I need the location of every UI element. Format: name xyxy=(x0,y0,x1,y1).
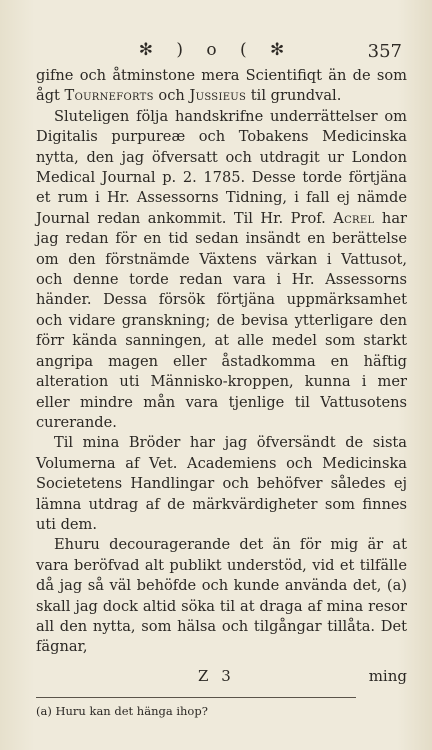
catchword: ming xyxy=(368,667,407,685)
text-run: har jag redan för en tid sedan insändt en berättelse om den förstnämde Växtens värkan i Vattusot, och denne torde redan vara i Hr. Assessorns händer. Dessa försök förtjäna uppmärksamhet och vidare granskning; de bevisa ytterligare den förr kända sanningen, at alle medel som starkt angripa magen eller åstadkomma en häftig alteration uti Människo-kroppen, kunna i mer eller mindre mån vara tjenlige til Vattusotens curerande. xyxy=(36,209,408,431)
paragraph-p4 xyxy=(36,535,407,657)
page-header xyxy=(0,40,432,66)
signature-row xyxy=(36,667,407,689)
body-text xyxy=(36,66,407,658)
text-run: Sluteligen följa handskrifne underrättelser om Digitalis purpureæ och Tobakens Medicinska nytta, den jag öfversatt och utdragit ur London Medical Journal p. 2. 1785. Desse torde förtjäna et rum i Hr. Assessorns Tidning, i fall ej nämde Journal redan ankommit. Til Hr. Prof. xyxy=(36,107,407,227)
text-run: til grundval. xyxy=(246,87,342,105)
proper-name: Tourneforts xyxy=(64,87,154,105)
text-run: gifne och åtminstone mera Scientifiqt än de som ågt xyxy=(36,67,407,105)
footnote-rule xyxy=(36,697,356,698)
header-ornament: ✻ ) o ( ✻ xyxy=(138,40,294,60)
paragraph-p1 xyxy=(36,66,407,107)
proper-name: Jussieus xyxy=(189,87,247,105)
paragraph-p3 xyxy=(36,433,407,535)
signature-mark: Z 3 xyxy=(198,667,235,685)
paragraph-p2 xyxy=(36,107,407,434)
page-number: 357 xyxy=(367,41,402,62)
text-run: Ehuru decouragerande det än för mig är at vara beröfvad alt publikt understöd, vid et tilfälle då jag så väl behöfde och kunde använda det, (a) skall jag dock altid söka til at draga af mina resor all den nytta, som hälsa och tilgångar tillåta. Det fägnar, xyxy=(36,536,407,656)
footnote: (a) Huru kan det hänga ihop? xyxy=(36,704,208,718)
text-run: Til mina Bröder har jag öfversändt de sista Volumerna af Vet. Academiens och Medicinska Societetens Handlingar och behöfver således ej lämna utdrag af de märkvärdigheter som finnes uti dem. xyxy=(36,434,407,533)
proper-name: Acrel xyxy=(333,209,375,227)
text-run: och xyxy=(153,87,190,105)
